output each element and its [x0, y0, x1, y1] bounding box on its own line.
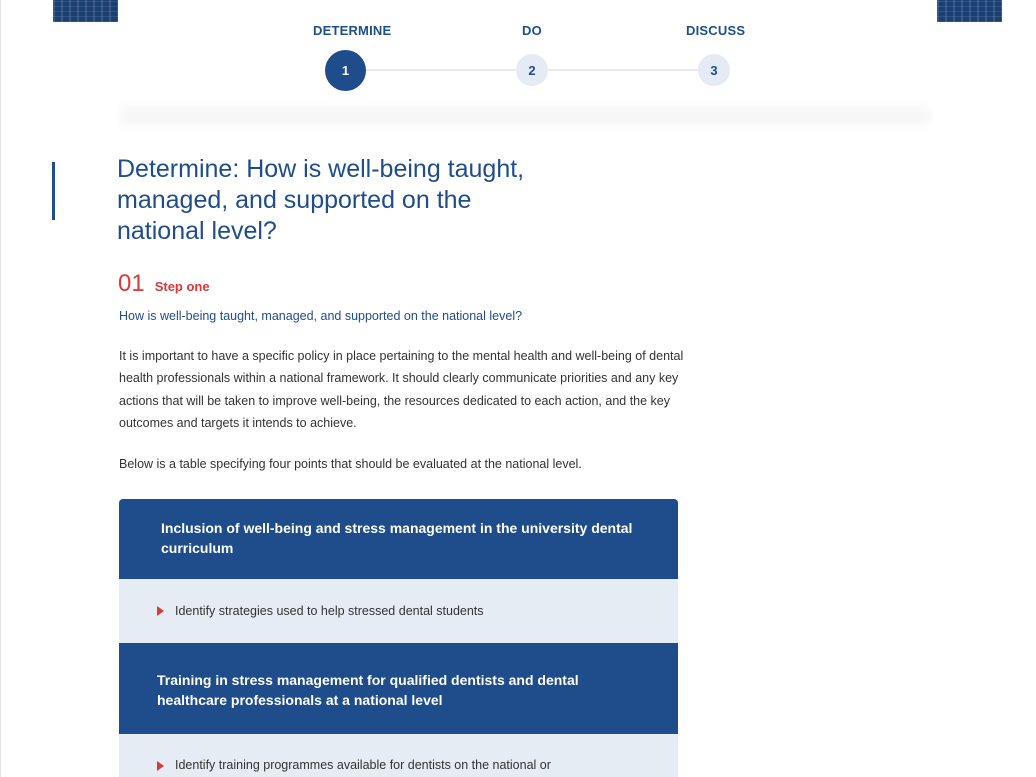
step-label-discuss[interactable]: DISCUSS	[686, 23, 746, 38]
table-row-1	[119, 579, 678, 643]
bullet-arrow-icon	[157, 606, 164, 616]
table-row-text: Identify training programmes available for dentists on the national or	[175, 758, 551, 772]
stepper-shadow	[120, 100, 930, 130]
intro-paragraph: It is important to have a specific policy in place pertaining to the mental health and well-being of dental health professionals within a national framework. It should clearly communicate priorities and any key actions that will be taken to improve well-being, the resources dedicated to each action, and the key outcomes and targets it intends to achieve.	[119, 349, 684, 431]
step-label-determine[interactable]: DETERMINE	[313, 23, 392, 38]
step-label-do[interactable]: DO	[522, 23, 542, 38]
table-header-2: Training in stress management for qualified dentists and dental healthcare professionals at a national level	[119, 643, 678, 734]
step-number: 01	[118, 270, 145, 297]
step-circle-3[interactable]: 3	[698, 54, 730, 86]
bullet-arrow-icon	[157, 761, 164, 771]
title-accent-bar	[52, 162, 55, 220]
page-title: Determine: How is well-being taught, managed, and supported on the national level?	[117, 155, 525, 245]
step-circle-2[interactable]: 2	[516, 54, 548, 86]
step-question: How is well-being taught, managed, and supported on the national level?	[119, 309, 523, 323]
step-name: Step one	[154, 279, 210, 294]
stepper-connector-1	[366, 69, 516, 71]
header-thumbnail-right	[937, 0, 1002, 22]
table-row-text: Identify strategies used to help stressed dental students	[175, 604, 484, 618]
table-intro-paragraph: Below is a table specifying four points that should be evaluated at the national level.	[119, 457, 582, 471]
step-circle-1[interactable]: 1	[325, 50, 366, 91]
table-row-2	[119, 734, 678, 777]
header-thumbnail-left	[53, 0, 118, 22]
table-header-1: Inclusion of well-being and stress management in the university dental curriculum	[119, 499, 678, 579]
stepper-connector-2	[548, 69, 698, 71]
step-heading	[118, 270, 210, 298]
